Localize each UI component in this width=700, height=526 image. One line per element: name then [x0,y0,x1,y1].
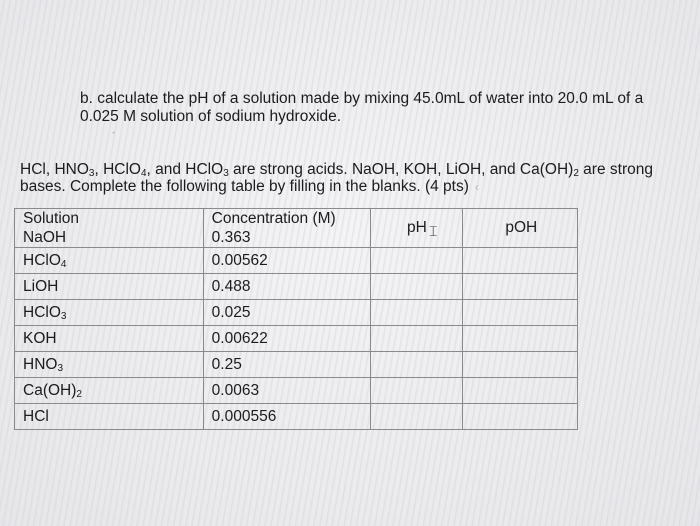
header-poh-cell[interactable] [463,209,578,248]
row-solution [15,274,204,300]
row-poh-blank[interactable] [463,326,578,352]
table-row [15,326,578,352]
table-row [15,352,578,378]
question-b: b. calculate the pH of a solution made by mixing 45.0mL of water into 20.0 mL of a 0.025 M solution of sodium hydroxide. [80,90,644,125]
row-ph-blank[interactable] [371,352,463,378]
stray-mark-icon: ‹ [474,180,479,194]
row-solution [15,404,204,430]
header-poh: pOH [505,219,538,236]
header-solution-cell [15,209,204,248]
intro-paragraph: HCl, $HNO_3$, HClO$_4$, and HClO$_3$ are strong acids. NaOH, KOH, LiOH, and $Ca(OH)_2$ are strong bases. Complete the following table by filling in the blanks. (4 pts) ‹ [20,161,653,195]
table-row [15,378,578,404]
solution-formula: HClO [23,251,61,269]
formula-subscript: 3 [57,362,64,374]
solution-formula: LiOH [23,277,59,295]
pen-mark: • [112,128,116,138]
row-concentration: 0.000556 [203,404,370,430]
row-ph-blank[interactable] [371,300,463,326]
row-poh-blank[interactable] [463,248,578,274]
row-ph-blank[interactable] [371,326,463,352]
row-solution [15,300,204,326]
table-header-row [15,209,578,248]
row-concentration: 0.363 [211,229,251,246]
row-concentration: 0.025 [203,300,370,326]
row-concentration: 0.25 [203,352,370,378]
row-solution [15,352,204,378]
row-solution [15,248,204,274]
row-solution: NaOH [23,229,67,246]
formula-subscript: 2 [76,388,82,400]
row-ph-blank[interactable] [371,378,463,404]
text-cursor-icon: ⌶ [429,223,438,239]
row-poh-blank[interactable] [463,378,578,404]
header-ph-cell[interactable] [371,209,463,248]
table-row [15,248,578,274]
solution-formula: HClO [23,303,61,321]
row-solution [15,326,204,352]
table-row [15,404,578,430]
solution-formula: HCl [23,407,49,425]
row-ph-blank[interactable] [371,248,463,274]
table-row [15,274,578,300]
header-concentration-cell [203,209,370,248]
solution-formula: HNO [23,355,58,373]
row-ph-blank[interactable] [371,404,463,430]
solution-formula: Ca(OH) [23,381,77,399]
row-concentration: 0.00622 [203,326,370,352]
solution-formula: KOH [23,329,57,347]
row-concentration: 0.0063 [203,378,370,404]
row-poh-blank[interactable] [463,404,578,430]
formula-subscript: 4 [60,258,67,270]
data-table [14,208,578,430]
row-poh-blank[interactable] [463,352,578,378]
row-ph-blank[interactable] [371,274,463,300]
header-concentration: Concentration (M) [211,210,336,227]
header-solution: Solution [23,210,80,227]
row-concentration: 0.00562 [203,248,370,274]
formula-subscript: 3 [60,310,67,322]
table-row [15,300,578,326]
header-ph: pH [407,219,427,236]
row-concentration: 0.488 [203,274,370,300]
row-poh-blank[interactable] [463,300,578,326]
row-solution [15,378,204,404]
row-poh-blank[interactable] [463,274,578,300]
